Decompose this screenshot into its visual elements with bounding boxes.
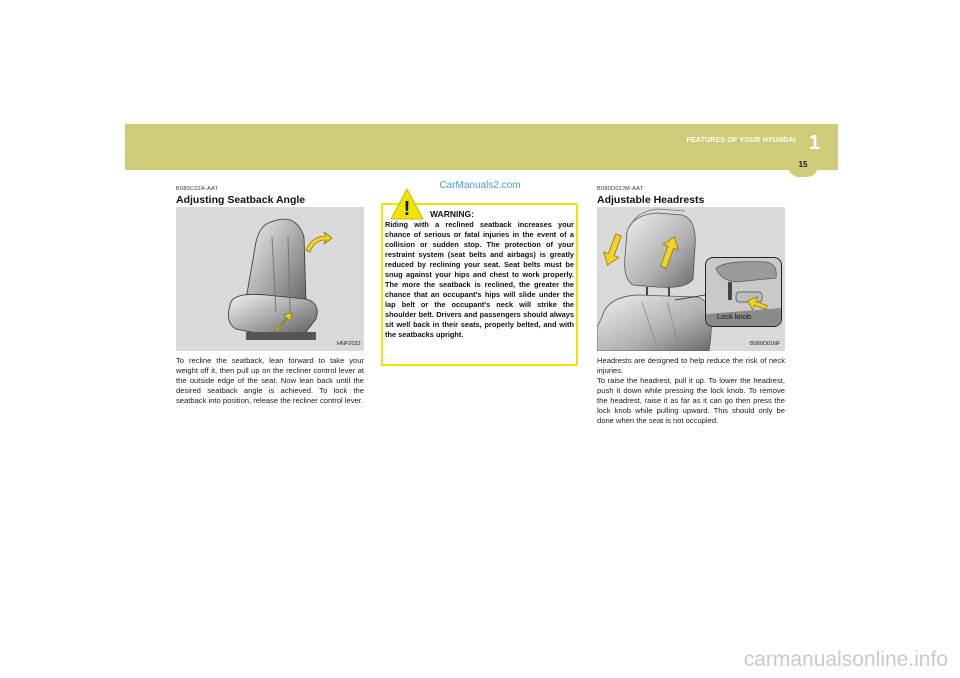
raise-arrow-icon: [659, 235, 679, 269]
lower-arrow-icon: [603, 233, 623, 267]
warning-triangle-icon: [390, 188, 424, 220]
watermark-link[interactable]: CarManuals2.com: [439, 180, 521, 191]
chapter-number: 1: [808, 132, 820, 154]
lock-knob-arrow-icon: [746, 296, 768, 312]
recline-arrow-icon: [304, 232, 332, 254]
headrest-instructions: Headrests are designed to help reduce the risk of neck injuries. To raise the headrest, pull it up. To lower the headrest, push it down while pressing the lock knob. To remove the headrest, raise it as far as it can go then press the lock knob while pulling upward. This should only be done when the seat is not occupied.: [597, 356, 785, 425]
section-code: B080C02A-AAT: [176, 186, 219, 192]
warning-exclamation: !: [403, 198, 411, 220]
page-number: 15: [798, 160, 808, 169]
figure-code: B080D01NF: [750, 341, 781, 347]
section-heading: Adjustable Headrests: [597, 194, 705, 206]
seat-illustration: [176, 207, 364, 351]
section-heading: Adjusting Seatback Angle: [176, 194, 306, 206]
lock-knob-label: Lock knob: [717, 312, 752, 321]
figure-code: HNF2033: [337, 341, 361, 347]
chapter-header-band: [125, 124, 838, 170]
warning-text: Riding with a reclined seatback increases your chance of serious or fatal injuries in the event of a collision or sudden stop. The protection of your restraint system (seat belts and airbags) is greatly reduced by reclining your seat. Seat belts must be snug against your hips and chest to work properly. The more the seatback is reclined, the greater the chance that an occupant's hips will slide under the lap belt or the occupant's neck will strike the shoulder belt. Drivers and passengers should always sit well back in their seats, properly belted, and with the seatbacks upright.: [385, 220, 574, 339]
section-code: B080D02JM-AAT: [597, 186, 644, 192]
lever-arrow-icon: [272, 311, 294, 333]
warning-title: WARNING:: [430, 209, 474, 219]
seat-figure: [176, 207, 364, 351]
footer-watermark[interactable]: carmanualsonline.info: [743, 648, 948, 671]
seatback-instructions: To recline the seatback, lean forward to take your weight off it, then pull up on the recliner control lever at the outside edge of the seat. Now lean back until the desired seatback angle is achieved. To lock the seatback into position, release the recliner control lever.: [176, 356, 364, 405]
chapter-title: FEATURES OF YOUR HYUNDAI: [686, 137, 796, 144]
